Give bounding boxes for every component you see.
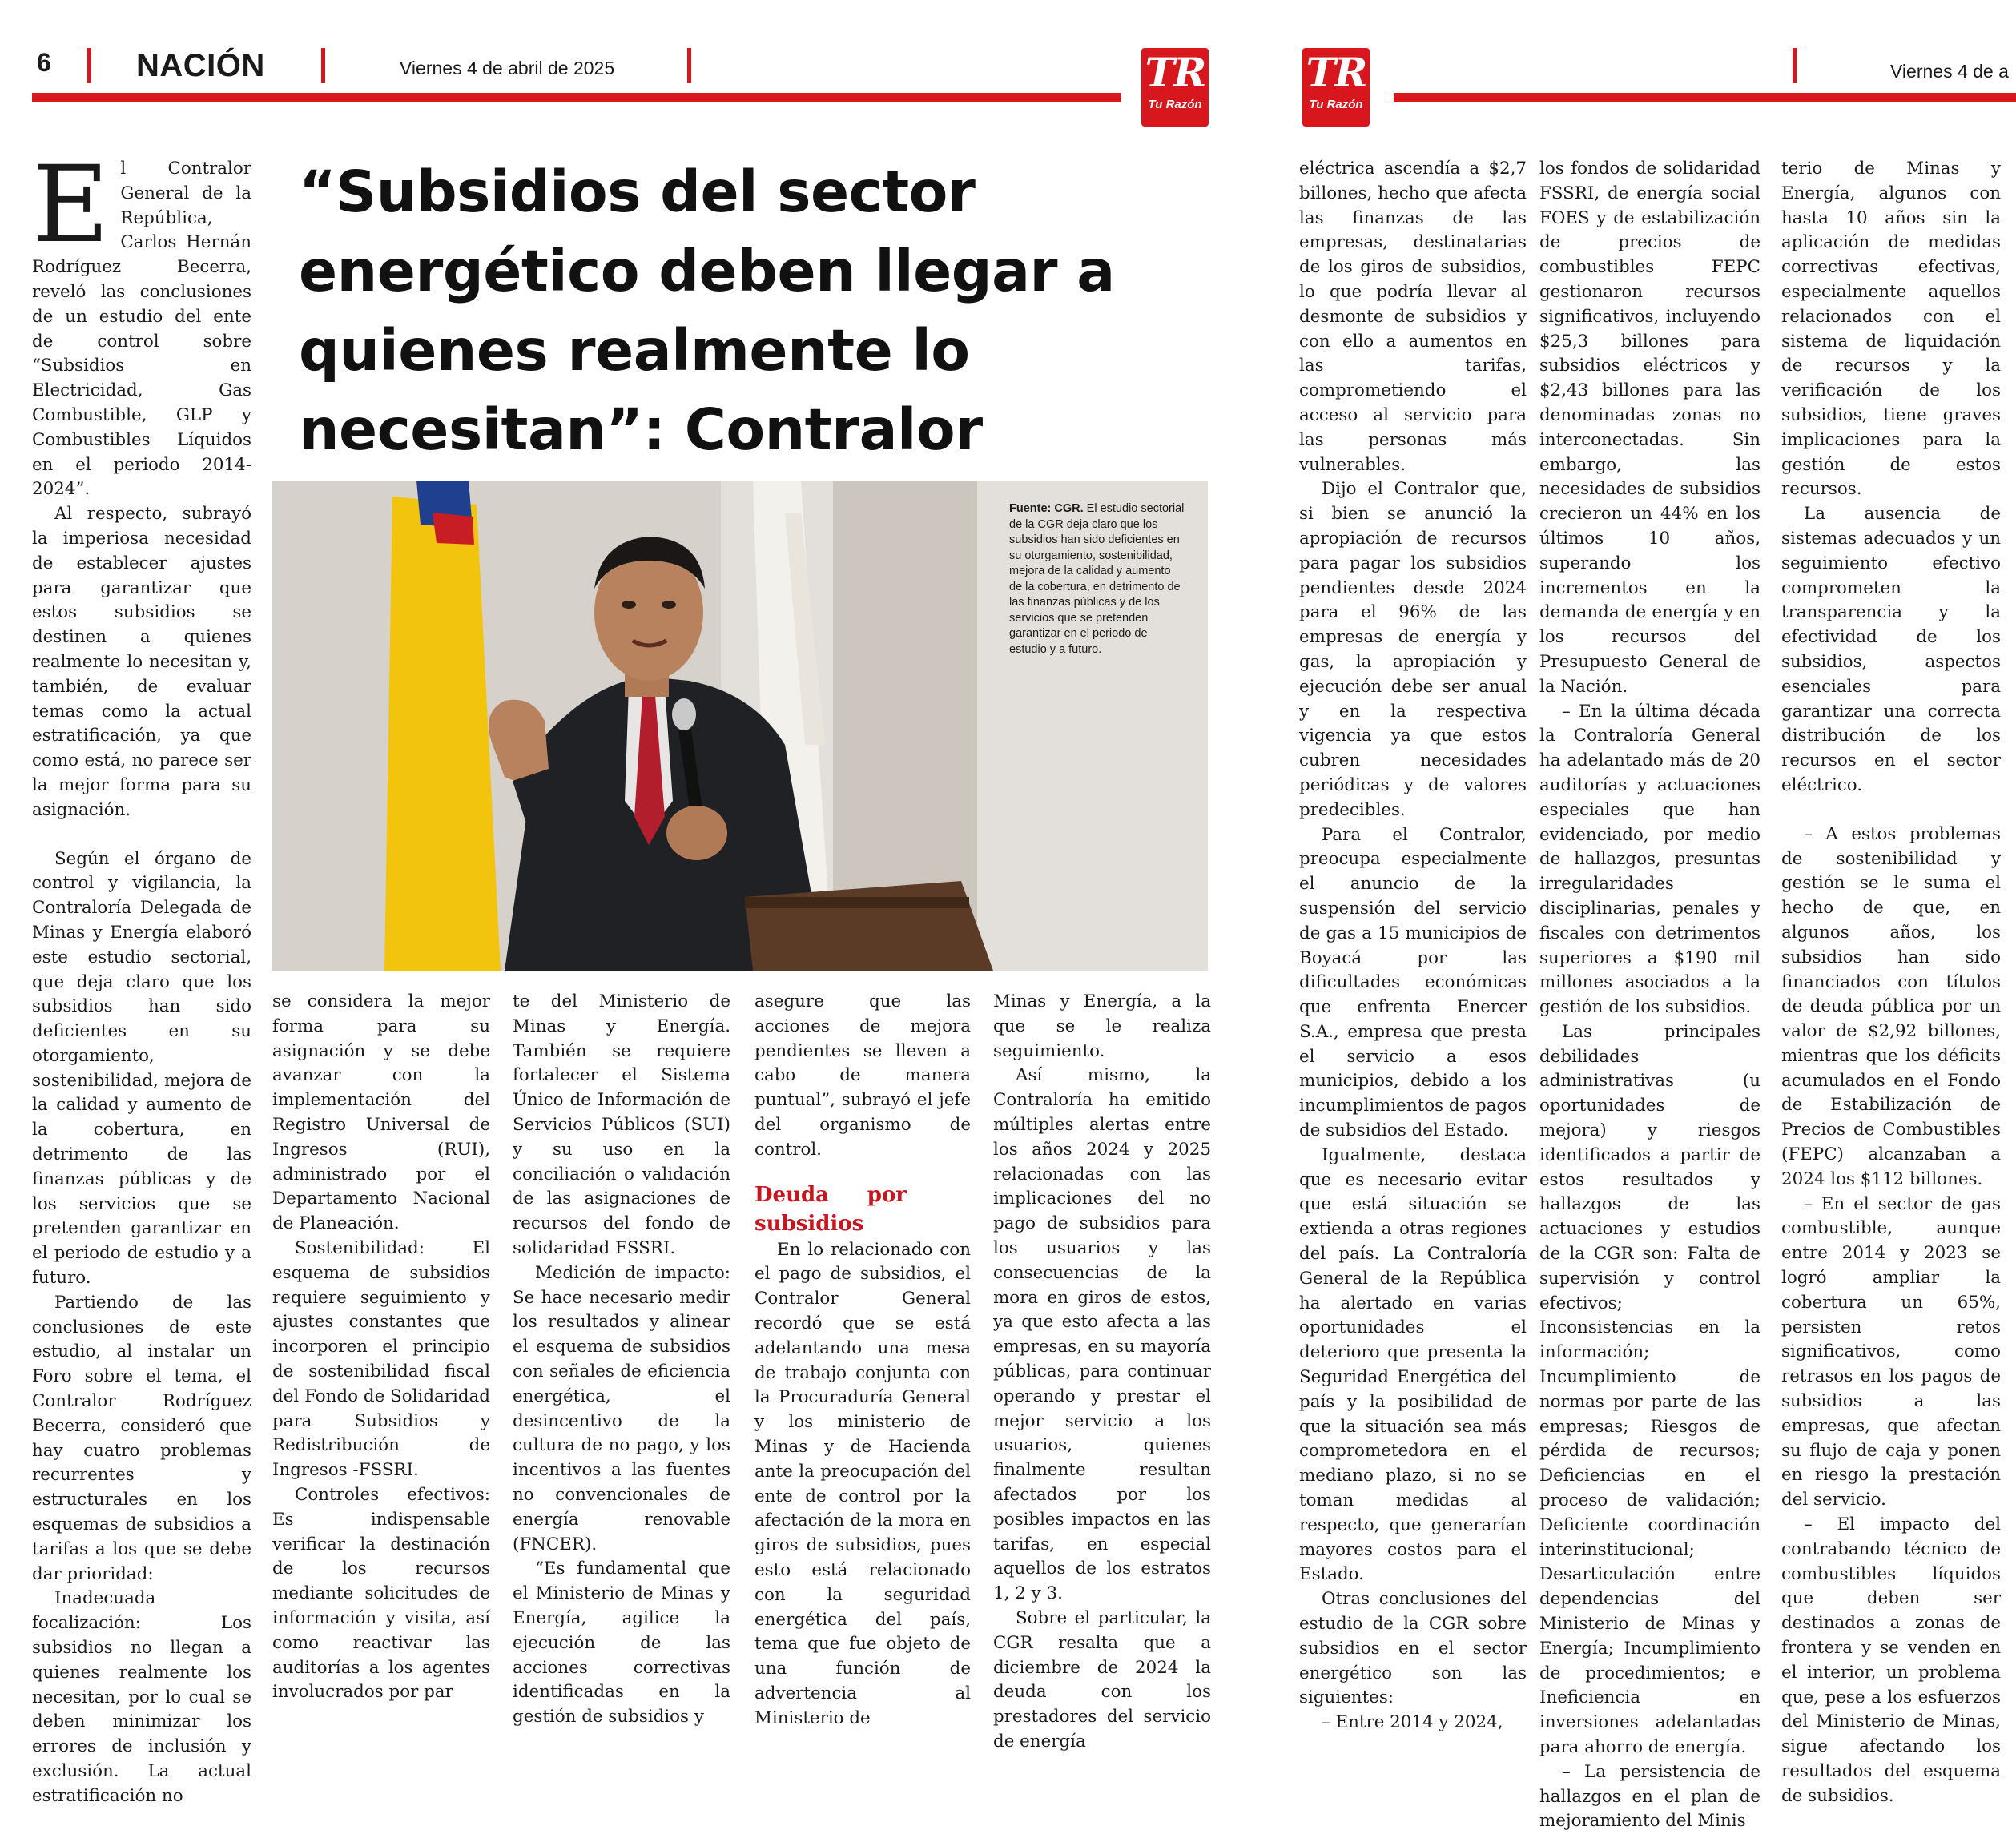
paragraph: Igualmente, destaca que es necesario evitar que está situación se extienda a otras regiones del país. La Contraloría General de la República ha alertado en varias oportunidades el deterioro que presenta la Seguridad Energética del país y la posibilidad de que la situación sea más comprometedora en el mediano plazo, si no se toman medidas al respecto, que generarían mayores costos para el Estado. <box>1299 1144 1527 1585</box>
paragraph: Otras conclusiones del estudio de la CGR sobre subsidios en el sector energético son las siguientes: <box>1299 1589 1527 1708</box>
section-title: NACIÓN <box>136 48 265 83</box>
paragraph: Sostenibilidad: El esquema de subsidios requiere seguimiento y ajustes constantes que incorporen el principio de sostenibilidad fiscal del Fondo de Solidaridad para Subsidios y Redistribución de Ingresos -FSSRI. <box>272 1237 490 1481</box>
paragraph: Así mismo, la Contraloría ha emitido múltiples alertas entre los años 2024 y 2025 relacionadas con las implicaciones del no pago de subsidios para los usuarios y las consecuencias de la mora en giros de estos, ya que esto afecta a las empresas, en su mayoría públicas, para continuar operando y prestar el mejor servicio a los usuarios, quienes finalmente resultan afectados por los posibles impactos en las tarifas, en especial aquellos de los estratos 1, 2 y 3. <box>993 1065 1211 1604</box>
article-column-2 <box>272 990 490 1703</box>
paragraph: Partiendo de las conclusiones de este estudio, al instalar un Foro sobre el tema, el Contralor Rodríguez Becerra, consideró que hay cuatro problemas recurrentes y estructurales en los esquemas de subsidios a tarifas a los que se debe dar prioridad: <box>32 1292 251 1584</box>
article-column-1 <box>32 143 251 1806</box>
paragraph: La ausencia de sistemas adecuados y un seguimiento efectivo comprometen la transparencia y la efectividad de los subsidios, aspectos esenciales para garantizar una correcta distribución de los recursos en el sector eléctrico. <box>1781 504 2001 795</box>
drop-cap: E <box>32 143 110 267</box>
paragraph: Medición de impacto: Se hace necesario medir los resultados y alinear el esquema de subsidios con señales de eficiencia energética, el desincentivo de la cultura de no pago, y los incentivos a las fuentes no convencionales de energía renovable (FNCER). <box>513 1262 730 1554</box>
section-subhead: Deuda por subsidios <box>754 1182 907 1236</box>
header-divider <box>687 48 691 83</box>
paragraph: – Entre 2014 y 2024, <box>1322 1712 1503 1733</box>
paragraph: te del Ministerio de Minas y Energía. También se requiere fortalecer el Sistema Único de Información de Servicios Públicos (SUI) y su uso en la conciliación o validación de las asignaciones de recursos del fondo de solidaridad FSSRI. <box>513 991 730 1258</box>
paragraph: En lo relacionado con el pago de subsidios, el Contralor General recordó que se está adelantando una mesa de trabajo conjunta con la Procuraduría General y los ministerio de Minas y de Hacienda ante la preocupación del ente de control por la afectación de la mora en giros de subsidios, pues esto está relacionado con la seguridad energética del país, tema que fue objeto de una función de advertencia al Ministerio de <box>754 1239 971 1728</box>
photo-caption <box>1009 501 1185 658</box>
paragraph: – La persistencia de hallazgos en el plan de mejoramiento del Minis <box>1539 1761 1760 1832</box>
issue-date-right: Viernes 4 de a <box>1890 61 2009 82</box>
paragraph: – En el sector de gas combustible, aunque entre 2014 y 2023 se logró ampliar la cobertura un 65%, persisten retos significativos, como retrasos en los pagos de subsidios a las empresas, que afectan su flujo de caja y ponen en riesgo la prestación del servicio. <box>1781 1193 2001 1510</box>
paragraph: l Contralor General de la República, Carlos Hernán Rodríguez Becerra, reveló las conclusiones de un estudio del ente de control sobre “Subsidios en Electricidad, Gas Combustible, GLP y Combustibles Líquidos en el periodo 2014-2024”. <box>32 159 251 500</box>
tu-razon-logo: TR Tu Razón <box>1141 48 1209 127</box>
paragraph: – A estos problemas de sostenibilidad y gestión se le suma el hecho de que, en algunos años, los subsidios han sido financiados con títulos de deuda pública por un valor de $2,92 billones, mientras que los déficits acumulados en el Fondo de Estabilización de Precios de Combustibles (FEPC) alcanzaban a 2024 los $112 billones. <box>1781 823 2001 1189</box>
tu-razon-logo-right: TR Tu Razón <box>1302 48 1370 127</box>
paragraph: Al respecto, subrayó la imperiosa necesidad de establecer ajustes para garantizar que estos subsidios se destinen a quienes realmente lo necesitan y, también, de evaluar temas como la actual estratificación, ya que como está, no parece ser la mejor forma para su asignación. <box>32 504 251 820</box>
article-column-3 <box>513 990 730 1727</box>
paragraph: – El impacto del contrabando técnico de combustibles líquidos que deben ser destinados a zonas de frontera y se venden en el interior, un problema que, pese a los esfuerzos del Ministerio de Minas, sigue afectando los resultados del esquema de subsidios. <box>1781 1514 2001 1806</box>
paragraph: Según el órgano de control y vigilancia, la Contraloría Delegada de Minas y Energía elaboró este estudio sectorial, que deja claro que los subsidios han sido deficientes en su otorgamiento, sostenibilidad, mejora de la calidad y aumento de la cobertura, en detrimento de las finanzas públicas y de los servicios que se pretenden garantizar en el periodo de estudio y a futuro. <box>32 848 251 1289</box>
article-photo <box>272 481 1208 971</box>
issue-date: Viernes 4 de abril de 2025 <box>400 58 615 78</box>
header-rule-right <box>1394 93 2016 102</box>
paragraph: terio de Minas y Energía, algunos con hasta 10 años sin la aplicación de medidas correctivas efectivas, especialmente aquellos relacionados con el sistema de liquidación de recursos y la verificación de los subsidios, tiene graves implicaciones para la gestión de estos recursos. <box>1781 159 2001 500</box>
article-column-4 <box>754 990 971 1728</box>
article-headline: “Subsidios del sector energético deben llegar a quienes realmente lo necesitan”: Contralor <box>299 159 1115 463</box>
paragraph: asegure que las acciones de mejora pendientes se lleven a cabo de manera puntual”, subrayó el jefe del organismo de control. <box>754 991 971 1160</box>
article-column-8 <box>1781 157 2001 1806</box>
page-number: 6 <box>37 48 51 77</box>
header-rule <box>32 93 1121 102</box>
paragraph: “Es fundamental que el Ministerio de Minas y Energía, agilice la ejecución de las acciones correctivas identificadas en la gestión de subsidios y <box>513 1558 730 1727</box>
article-column-5 <box>993 990 1211 1752</box>
header-divider <box>1793 48 1797 83</box>
paragraph: Las principales debilidades administrativas (u oportunidades de mejora) y riesgos identificados a partir de estos resultados y hallazgos de las actuaciones y estudios de la CGR son: Falta de supervisión y control efectivos; Inconsistencias en la información; Incumplimiento de normas por parte de las empresas; Riesgos de pérdida de recursos; Deficiencias en el proceso de validación; Deficiente coordinación interinstitucional; Desarticulación entre dependencias del Ministerio de Minas y Energía; Incumplimiento de procedimientos; e Ineficiencia en inversiones adelantadas para ahorro de energía. <box>1539 1021 1760 1757</box>
caption-text: El estudio sectorial de la CGR deja claro que los subsidios han sido deficientes en su otorgamiento, sostenibilidad, mejora de la calidad y aumento de la cobertura, en detrimento de las finanzas públicas y de los servicios que se pretenden garantizar en el periodo de estudio y a futuro. <box>1009 502 1185 656</box>
header-divider <box>87 48 91 83</box>
article-column-6 <box>1299 157 1527 1733</box>
header-divider <box>321 48 325 83</box>
paragraph: Para el Contralor, preocupa especialmente el anuncio de la suspensión del servicio de gas a 15 municipios de Boyacá por las dificultades económicas que enfrenta Enercer S.A., empresa que presta el servicio a esos municipios, debido a los incumplimientos de pagos de subsidios del Estado. <box>1299 824 1527 1141</box>
paragraph: Dijo el Contralor que, si bien se anunció la apropiación de recursos para pagar los subsidios pendientes desde 2024 para el 96% de las empresas de energía y gas, la apropiación y ejecución debe ser anual y en la respectiva vigencia ya que estos cubren necesidades periódicas y de valores predecibles. <box>1299 479 1527 820</box>
paragraph: se considera la mejor forma para su asignación y se debe avanzar con la implementación del Registro Universal de Ingresos (RUI), administrado por el Departamento Nacional de Planeación. <box>272 991 490 1234</box>
article-column-7 <box>1539 157 1760 1832</box>
paragraph: los fondos de solidaridad FSSRI, de energía social FOES y de estabilización de precios de combustibles FEPC gestionaron recursos significativos, incluyendo $25,3 billones para subsidios eléctricos y $2,43 billones para las denominadas zonas no interconectadas. Sin embargo, las necesidades de subsidios crecieron un 44% en los últimos 10 años, superando los incrementos en la demanda de energía y en los recursos del Presupuesto General de la Nación. <box>1539 159 1760 697</box>
paragraph: Sobre el particular, la CGR resalta que a diciembre de 2024 la deuda con los prestadores del servicio de energía <box>993 1607 1211 1752</box>
paragraph: eléctrica ascendía a $2,7 billones, hecho que afecta las finanzas de las empresas, destinatarias de los giros de subsidios, lo que podría llevar al desmonte de subsidios y con ello a aumentos en las tarifas, comprometiendo el acceso al servicio para las personas más vulnerables. <box>1299 159 1527 475</box>
paragraph: – En la última década la Contraloría General ha adelantado más de 20 auditorías y actuaciones especiales que han evidenciado, por medio de hallazgos, presuntas irregularidades disciplinarias, penales y fiscales con detrimentos superiores a $190 mil millones asociados a la gestión de los subsidios. <box>1539 701 1760 1018</box>
paragraph: Minas y Energía, a la que se le realiza seguimiento. <box>993 991 1211 1061</box>
caption-source: Fuente: CGR. <box>1009 502 1084 515</box>
paragraph: Controles efectivos: Es indispensable verificar la destinación de los recursos mediante solicitudes de información y visita, así como reactivar las auditorías a los agentes involucrados por par <box>272 1484 490 1703</box>
paragraph: Inadecuada focalización: Los subsidios no llegan a quienes realmente los necesitan, por lo cual se deben minimizar los errores de inclusión y exclusión. La actual estratificación no <box>32 1588 251 1806</box>
